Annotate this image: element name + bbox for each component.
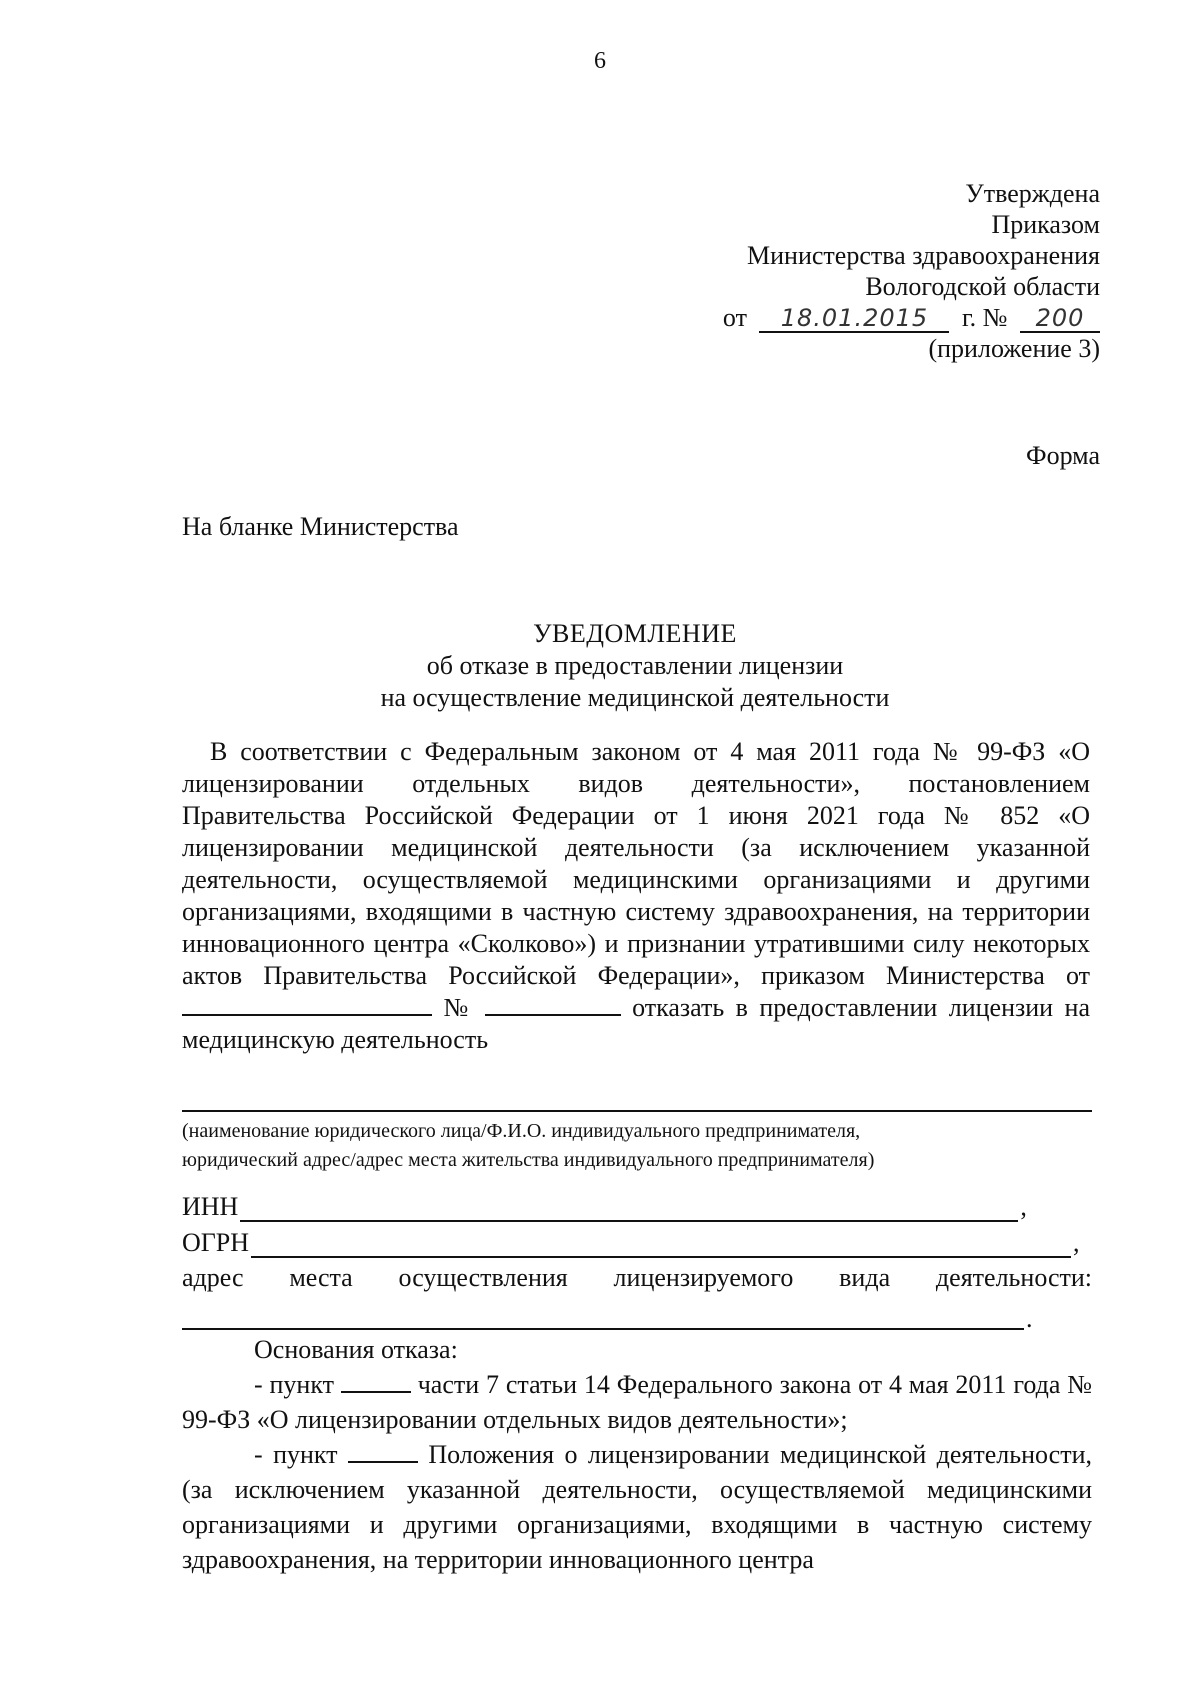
ground-item-1	[182, 1367, 1092, 1437]
order-number-blank[interactable]	[485, 994, 621, 1016]
approval-date-line	[580, 302, 1100, 333]
year-number-label: г. №	[961, 303, 1008, 332]
order-date-blank[interactable]	[182, 994, 432, 1016]
caption-line-2: юридический адрес/адрес места жительства индивидуального предпринимателя)	[182, 1149, 875, 1171]
ground-item-2-text: Положения о лицензировании медицинской деятельности, (за исключением указанной деятельности, осуществляемой медицинскими организациями и другими организациями, входящими в частную систему здравоохранения, на территории инновационного центра	[182, 1440, 1092, 1574]
notice-body	[182, 736, 1090, 1056]
ground-item-2	[182, 1437, 1092, 1577]
letterhead-note: На бланке Министерства	[182, 512, 459, 541]
inn-input-line[interactable]	[240, 1198, 1018, 1222]
refusal-grounds	[182, 1332, 1092, 1577]
ground-item-1-blank[interactable]	[341, 1371, 411, 1393]
handwritten-date: 18.01.2015	[759, 305, 949, 333]
title-heading: УВЕДОМЛЕНИЕ	[533, 619, 737, 648]
applicant-caption	[182, 1117, 1092, 1175]
address-period: .	[1026, 1304, 1033, 1333]
document-title	[0, 618, 1200, 714]
approval-line-1: Утверждена	[965, 179, 1100, 208]
body-part-2: отказать в предоставлении лицензии на медицинскую деятельность	[182, 993, 1090, 1054]
ogrn-input-line[interactable]	[251, 1234, 1071, 1258]
ground-item-2-blank[interactable]	[348, 1441, 418, 1463]
ogrn-row	[182, 1228, 1092, 1258]
ground-item-1-text: части 7 статьи 14 Федерального закона от 4 мая 2011 года № 99-ФЗ «О лицензировании отдельных видов деятельности»;	[182, 1370, 1093, 1434]
handwritten-order-number: 200	[1020, 305, 1100, 333]
caption-line-1: (наименование юридического лица/Ф.И.О. индивидуального предпринимателя,	[182, 1120, 861, 1142]
approval-block	[580, 178, 1100, 364]
ogrn-label: ОГРН	[182, 1228, 250, 1257]
date-prefix: от	[722, 303, 747, 332]
body-part-1: В соответствии с Федеральным законом от 4 мая 2011 года № 99-ФЗ «О лицензировании отдельных видов деятельности», постановлением Правительства Российской Федерации от 1 июня 2021 года № 852 «О лицензировании медицинской деятельности (за исключением указанной деятельности, осуществляемой медицинскими организациями и другими организациями, входящими в частную систему здравоохранения, на территории инновационного центра «Сколково») и признании утратившими силу некоторых актов Правительства Российской Федерации», приказом Министерства от	[182, 737, 1090, 990]
inn-comma: ,	[1020, 1192, 1027, 1221]
inn-label: ИНН	[182, 1192, 239, 1221]
applicant-name-line[interactable]	[182, 1110, 1092, 1112]
appendix-label: (приложение 3)	[928, 334, 1100, 363]
approval-line-2: Приказом	[991, 210, 1100, 239]
address-label: адрес места осуществления лицензируемого вида деятельности:	[182, 1263, 1092, 1292]
approval-line-4: Вологодской области	[865, 272, 1100, 301]
approval-line-3: Министерства здравоохранения	[747, 241, 1100, 270]
ground-item-2-prefix: - пункт	[254, 1440, 338, 1469]
number-sign: №	[443, 993, 474, 1022]
address-input-line[interactable]	[182, 1328, 1024, 1330]
form-label: Форма	[1026, 441, 1100, 470]
grounds-heading: Основания отказа:	[254, 1335, 458, 1364]
inn-row	[182, 1192, 1092, 1222]
ogrn-comma: ,	[1073, 1228, 1080, 1257]
title-subtitle-1: об отказе в предоставлении лицензии	[426, 651, 844, 680]
title-subtitle-2: на осуществление медицинской деятельности	[380, 683, 890, 712]
ground-item-1-prefix: - пункт	[254, 1370, 334, 1399]
page-number: 6	[594, 48, 606, 74]
